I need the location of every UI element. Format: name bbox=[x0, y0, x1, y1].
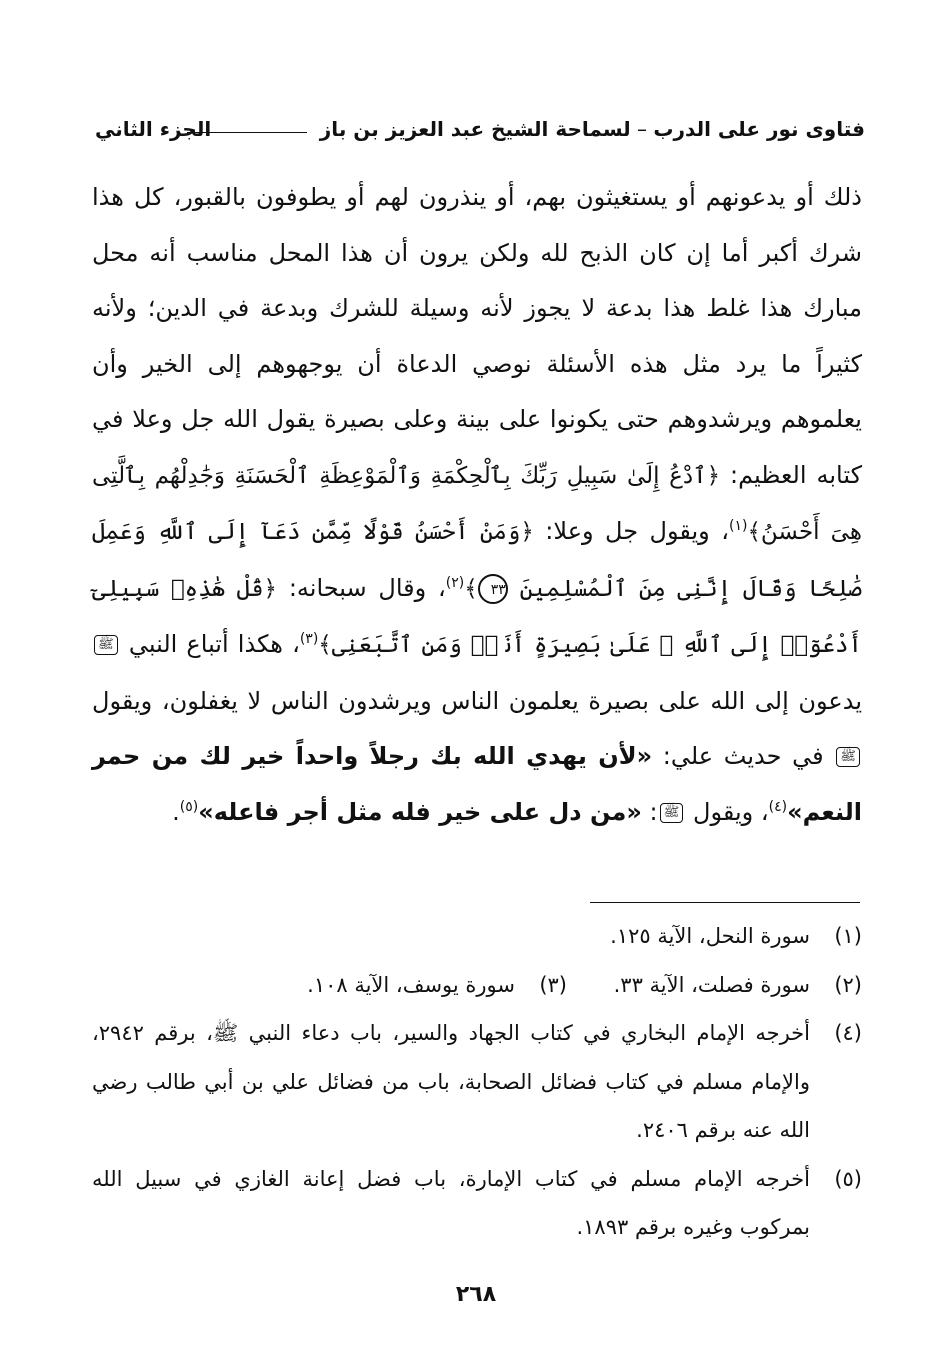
header-book-line bbox=[320, 112, 865, 146]
body-text-4: ، هكذا أتباع النبي bbox=[128, 630, 300, 658]
footnote-pair bbox=[92, 961, 862, 1010]
footnotes bbox=[92, 912, 862, 1252]
hadith-quote-2: «من دل على خير فله مثل أجر فاعله» bbox=[198, 797, 642, 826]
pbuh-honorific: ﷺ bbox=[94, 635, 118, 655]
quran-verse-fussilat-close: ﴾ bbox=[464, 575, 478, 602]
footnote-3 bbox=[187, 961, 567, 1010]
body-text-1: ذلك أو يدعونهم أو يستغيثون بهم، أو ينذرون لهم أو يطوفون بالقبور، كل هذا شرك أكبر أما إن كان الذبح لله ولكن يرون أن هذا المحل مناسب أنه محل مبارك هذا غلط هذا بدعة لا يجوز لأنه وسيلة للشرك وبدعة في الدين؛ ولأنه كثيراً ما يرد مثل هذه الأسئلة نوصي الدعاة أن يوجهوهم إلى الخير وأن يعلموهم ويرشدوهم حتى يكونوا على بينة وعلى بصيرة يقول الله جل وعلا في كتابه العظيم: bbox=[92, 183, 863, 489]
footnote-number: (١) bbox=[834, 924, 862, 948]
footnote-1 bbox=[92, 912, 862, 961]
footnote-ref-5[interactable]: (٥) bbox=[179, 798, 199, 815]
footnote-number: (٤) bbox=[834, 1021, 862, 1045]
page-number: ٢٦٨ bbox=[455, 1282, 497, 1307]
footnote-2 bbox=[567, 961, 862, 1010]
body-text-3: ، وقال سبحانه: bbox=[277, 573, 446, 602]
footnote-number: (٣) bbox=[539, 972, 567, 997]
body-text-end: . bbox=[172, 797, 180, 826]
quran-verse-yusuf: ﴿قُلْ هَٰذِهِۦ سَبِيلِىٓ أَدْعُوٓا۟ إِلَى ٱللَّهِ ۚ عَلَىٰ بَصِيرَةٍ أَنَا۠ وَمَنِ ٱتَّبَعَنِى﴾ bbox=[92, 575, 862, 658]
header-author: لسماحة الشيخ عبد العزيز بن باز bbox=[319, 117, 631, 141]
footnote-separator bbox=[590, 902, 860, 903]
header-book-title: فتاوى نور على الدرب bbox=[653, 117, 865, 141]
quran-verse-fussilat: ﴿وَمَنْ أَحْسَنُ قَوْلًا مِّمَّن دَعَآ إِلَى ٱللَّهِ وَعَمِلَ صَٰلِحًا وَقَالَ إِنَّنِى مِنَ ٱلْمُسْلِمِينَ bbox=[92, 519, 862, 602]
footnote-4 bbox=[92, 1009, 862, 1155]
footnote-text: أخرجه الإمام مسلم في كتاب الإمارة، باب فضل إعانة الغازي في سبيل الله بمركوب وغيره برقم ١٨٩٣. bbox=[92, 1166, 810, 1239]
pbuh-honorific: ﷺ bbox=[660, 803, 684, 823]
body-text-7: ، ويقول bbox=[693, 797, 769, 826]
running-header bbox=[95, 112, 865, 146]
header-dash: – bbox=[630, 117, 654, 141]
footnote-text: سورة يوسف، الآية ١٠٨. bbox=[307, 972, 515, 997]
quran-verse-nahl: ﴿ٱدْعُ إِلَىٰ سَبِيلِ رَبِّكَ بِٱلْحِكْمَةِ وَٱلْمَوْعِظَةِ ٱلْحَسَنَةِ وَجَٰدِلْهُم بِٱلَّتِى هِىَ أَحْسَنُ﴾ bbox=[92, 462, 862, 545]
footnote-ref-2[interactable]: (٢) bbox=[445, 574, 465, 591]
pbuh-honorific: ﷺ bbox=[836, 747, 860, 767]
body-text-6: في حديث علي: bbox=[652, 742, 835, 770]
hadith-quote-1: «لأن يهدي الله بك رجلاً واحداً خير لك من حمر النعم» bbox=[92, 742, 862, 826]
footnote-ref-1[interactable]: (١) bbox=[728, 518, 748, 534]
footnote-text: سورة النحل، الآية ١٢٥. bbox=[610, 924, 810, 948]
ayah-number-mark: ٣٣ bbox=[478, 574, 508, 604]
footnote-5 bbox=[92, 1155, 862, 1252]
header-volume: الجزء الثاني bbox=[95, 117, 212, 141]
footnote-number: (٢) bbox=[834, 972, 862, 997]
footnote-text: أخرجه الإمام البخاري في كتاب الجهاد والسير، باب دعاء النبي ﷺ، برقم ٢٩٤٢، والإمام مسلم في كتاب فضائل الصحابة، باب من فضائل علي بن أبي طالب رضي الله عنه برقم ٢٤٠٦. bbox=[92, 1021, 810, 1142]
footnote-ref-4[interactable]: (٤) bbox=[768, 798, 788, 815]
footnote-ref-3[interactable]: (٣) bbox=[299, 631, 319, 647]
footnote-number: (٥) bbox=[834, 1166, 862, 1191]
footnote-text: سورة فصلت، الآية ٣٣. bbox=[613, 972, 810, 997]
body-text-5: يدعون إلى الله على بصيرة يعلمون الناس ويرشدون الناس لا يغفلون، ويقول bbox=[92, 686, 862, 715]
body-text-8: : bbox=[641, 797, 658, 826]
main-text bbox=[92, 170, 862, 840]
body-text-2: ، ويقول جل وعلا: bbox=[533, 517, 729, 545]
